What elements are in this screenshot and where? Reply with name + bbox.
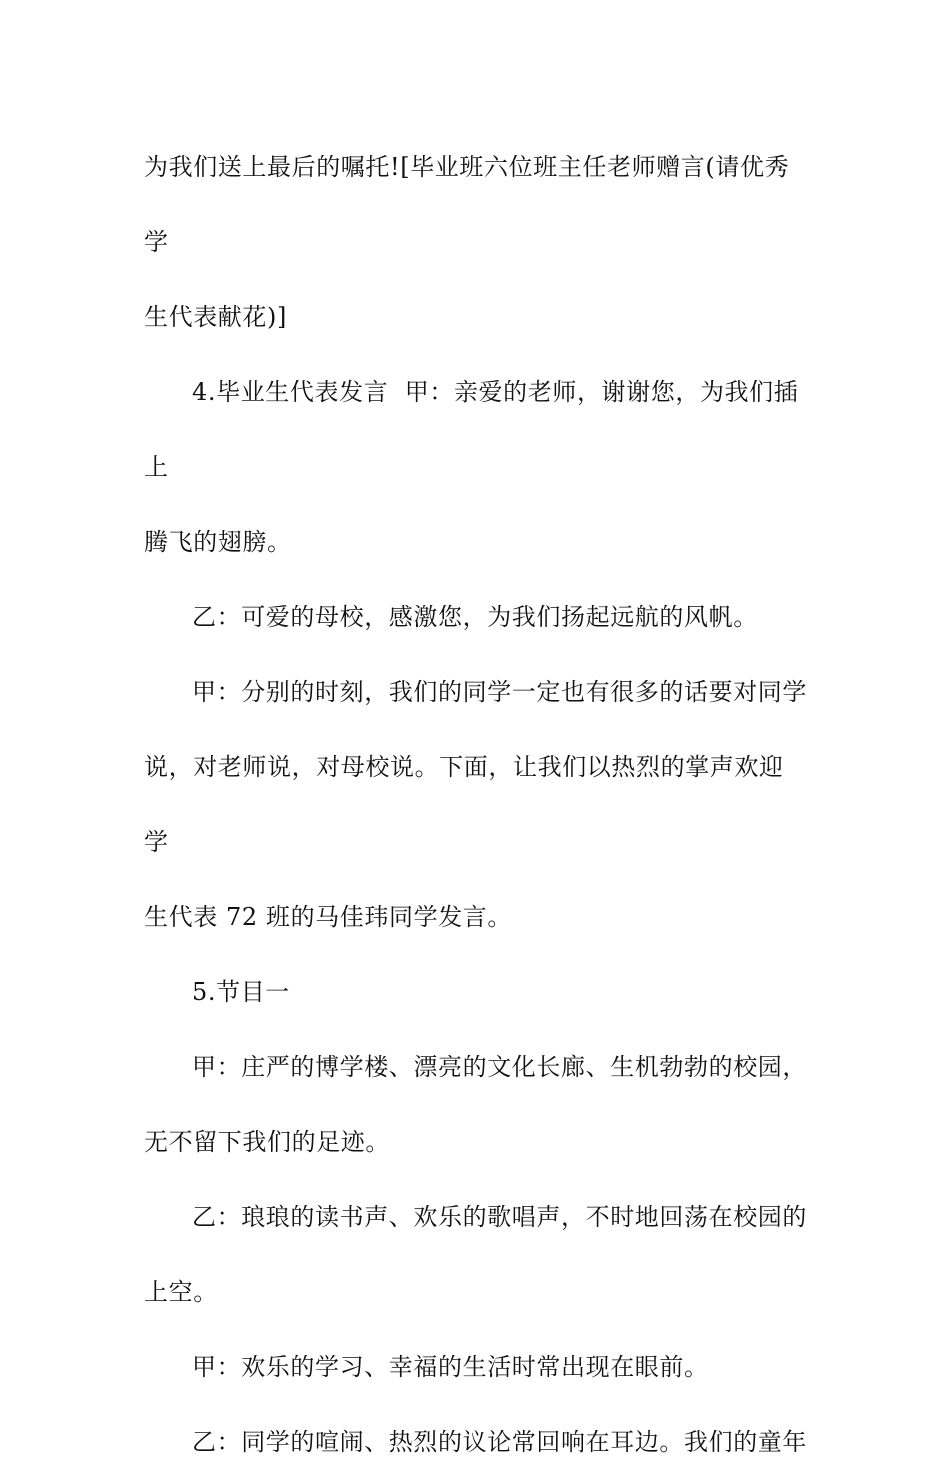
text-line: 甲：欢乐的学习、幸福的生活时常出现在眼前。 (192, 1353, 709, 1381)
paragraph (144, 1330, 808, 1405)
text-line: 5.节目一 (192, 978, 290, 1006)
paragraph (144, 580, 808, 655)
text-line: 甲：分别的时刻，我们的同学一定也有很多的话要对同学 (192, 678, 807, 706)
text-line: 腾飞的翅膀。 (144, 528, 292, 556)
paragraph (144, 1405, 808, 1480)
paragraph (144, 1030, 808, 1180)
text-line: 甲：庄严的博学楼、漂亮的文化长廊、生机勃勃的校园， (192, 1053, 807, 1081)
text-line: 无不留下我们的足迹。 (144, 1128, 390, 1156)
paragraph (144, 130, 808, 355)
paragraph (144, 955, 808, 1030)
text-line: 生代表 72 班的马佳玮同学发言。 (144, 903, 512, 931)
paragraph (144, 355, 808, 580)
text-line: 乙：同学的喧闹、热烈的议论常回响在耳边。我们的童年 (192, 1428, 807, 1456)
paragraph (144, 655, 808, 955)
paragraph (144, 1180, 808, 1330)
document-body (144, 130, 808, 1480)
text-line: 4.毕业生代表发言 甲：亲爱的老师，谢谢您，为我们插上 (144, 378, 799, 481)
text-line: 生代表献花)] (144, 303, 287, 331)
text-line: 上空。 (144, 1278, 218, 1306)
text-line: 乙：可爱的母校，感激您，为我们扬起远航的风帆。 (192, 603, 758, 631)
text-line: 乙：琅琅的读书声、欢乐的歌唱声，不时地回荡在校园的 (192, 1203, 807, 1231)
text-line: 为我们送上最后的嘱托![毕业班六位班主任老师赠言(请优秀学 (144, 153, 790, 256)
text-line: 说，对老师说，对母校说。下面，让我们以热烈的掌声欢迎学 (144, 753, 784, 856)
